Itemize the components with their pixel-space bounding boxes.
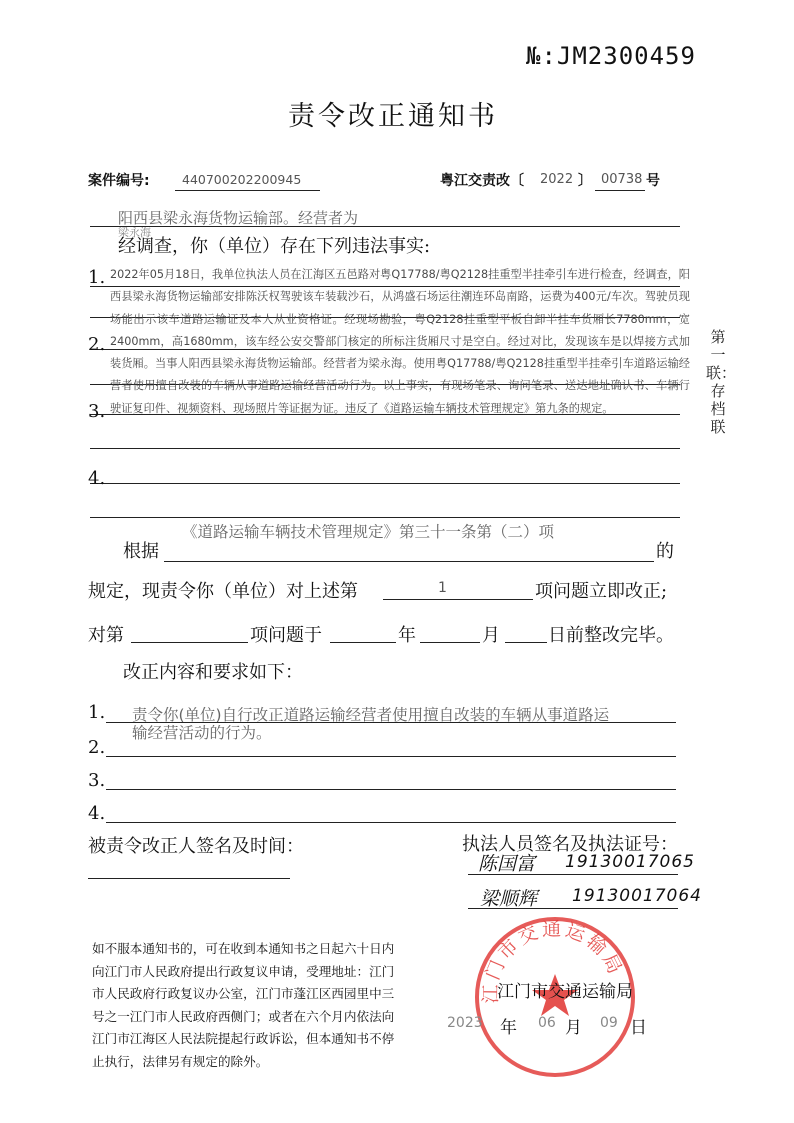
basis-suffix: 的	[656, 541, 674, 562]
requirement-number-4: 4.	[88, 803, 106, 824]
issue-day: 09	[600, 1015, 618, 1031]
case-ref-year: 2022	[540, 172, 574, 187]
seal-text: 江门市交通运输局	[479, 918, 628, 1004]
issue-month-char: 月	[565, 1018, 582, 1038]
basis-prefix: 根据	[123, 541, 159, 562]
basis-regulation: 《道路运输车辆技术管理规定》第三十一条第（二）项	[182, 523, 555, 541]
recipient-name: 阳西县梁永海货物运输部。经营者为	[118, 209, 359, 227]
party-signature-label: 被责令改正人签名及时间：	[88, 836, 304, 857]
fact-number-3: 3.	[88, 401, 106, 422]
case-number-value: 440700202200945	[182, 172, 302, 187]
requirement-number-2: 2.	[88, 737, 106, 758]
requirement-number-1: 1.	[88, 702, 106, 723]
deadline-text-2: 项问题于	[250, 625, 322, 646]
deadline-text-5: 日前整改完毕。	[548, 625, 674, 646]
officer-2-name: 梁顺辉	[480, 888, 538, 910]
appeal-notice: 如不服本通知书的，可在收到本通知书之日起六十日内向江门市人民政府提出行政复议申请，受理地址：江门市人民政府行政复议办公室，江门市蓬江区西园里中三号之一江门市人民政府西侧门；或者在六个月内依法向江门市江海区人民法院提起行政诉讼，但本通知书不停止执行，法律另有规定的除外。	[92, 941, 395, 1069]
case-number-label: 案件编号:	[88, 173, 150, 189]
issue-year: 2023	[447, 1015, 483, 1031]
deadline-text-1: 对第	[88, 625, 124, 646]
issue-year-char: 年	[500, 1018, 517, 1038]
requirement-text-line-1: 责令你(单位)自行改正道路运输经营者使用擅自改装的车辆从事道路运	[132, 706, 610, 724]
recipient-name-cont: 梁永海	[118, 226, 151, 239]
requirement-text-line-2: 输经营活动的行为。	[132, 724, 272, 742]
deadline-text-4: 月	[482, 625, 500, 646]
issue-day-char: 日	[630, 1018, 647, 1038]
document-number: №:JM2300459	[526, 42, 696, 70]
fact-number-2: 2.	[88, 334, 106, 355]
requirements-heading: 改正内容和要求如下：	[123, 662, 303, 683]
officer-1-name: 陈国富	[478, 853, 536, 875]
fact-number-4: 4.	[88, 468, 106, 489]
violation-intro: 经调查，你（单位）存在下列违法事实:	[118, 236, 431, 257]
case-ref-number: 00738	[601, 172, 643, 187]
officer-1-cert: 19130017065	[565, 852, 695, 872]
document-title: 责令改正通知书	[288, 101, 498, 132]
case-ref-close: 〕	[578, 173, 592, 189]
officer-2-cert: 19130017064	[572, 886, 702, 906]
fact-number-1: 1.	[88, 267, 106, 288]
issue-month: 06	[538, 1015, 556, 1031]
violation-facts: 2022年05月18日，我单位执法人员在江海区五邑路对粤Q17788/粤Q2128挂重型半挂牵引车进行检查，经调查，阳西县梁永海货物运输部安排陈沃权驾驶该车装载沙石，从鸿盛石场运往潮连环岛南路，运费为400元/车次。驾驶员现场能出示该车道路运输证及本人从业资格证。经现场勘验，粤Q2128挂重型平板自卸半挂车货厢长7780mm，宽2400mm，高1680mm，该车经公安交警部门核定的所标注货厢尺寸是空白。经过对比，发现该车是以焊接方式加装货厢。当事人阳西县梁永海货物运输部。经营者为梁永海。使用粤Q17788/粤Q2128挂重型半挂牵引车道路运输经营者使用擅自改装的车辆从事道路运输经营活动行为。以上事实，有现场笔录、询问笔录、送达地址确认书、车辆行驶证复印件、视频资料、现场照片等证据为证。违反了《道路运输车辆技术管理规定》第九条的规定。	[110, 268, 690, 415]
case-ref-prefix: 粤江交责改〔	[440, 173, 524, 189]
deadline-text-3: 年	[398, 625, 416, 646]
officer-signature-label: 执法人员签名及执法证号：	[462, 834, 678, 855]
copy-label: 第一联：存档联	[706, 328, 737, 436]
order-text-2: 项问题立即改正;	[535, 581, 668, 602]
order-item-number: 1	[438, 580, 447, 596]
issuer-name: 江门市交通运输局	[497, 982, 633, 1002]
case-ref-suffix: 号	[646, 173, 660, 189]
requirement-number-3: 3.	[88, 770, 106, 791]
order-text-1: 规定，现责令你（单位）对上述第	[88, 581, 358, 602]
